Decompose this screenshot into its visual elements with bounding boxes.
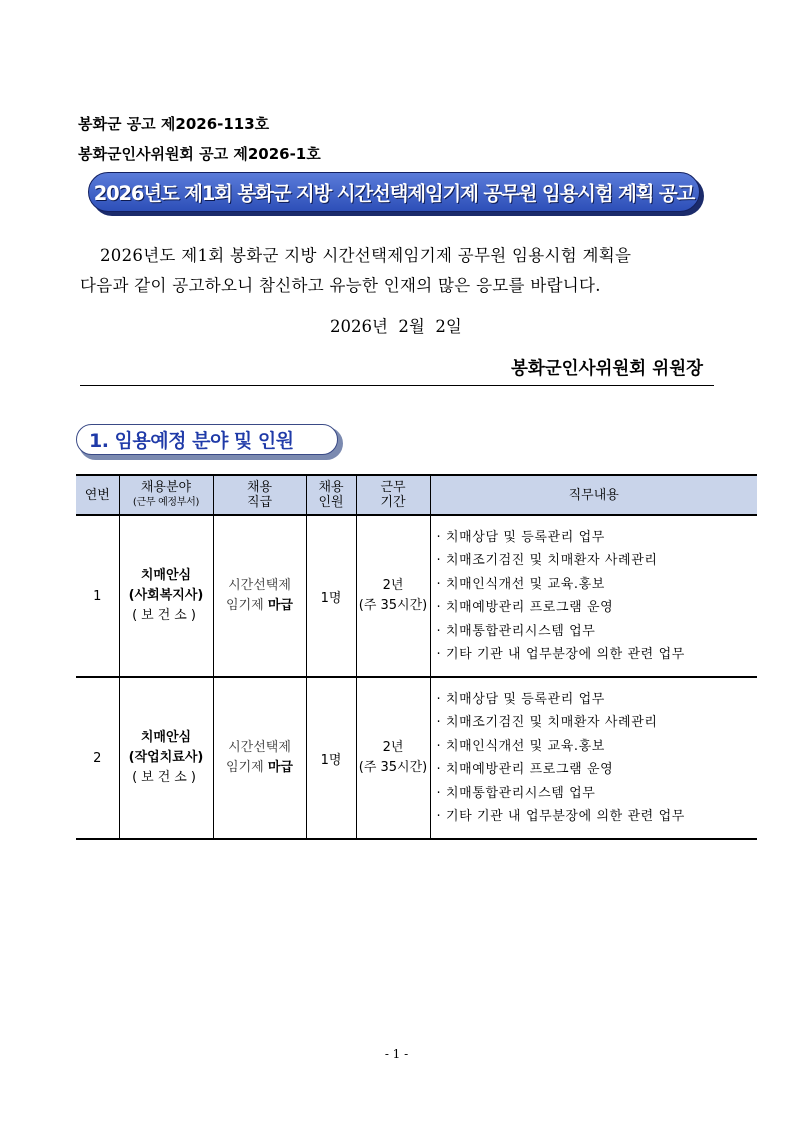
duty-item: · 치매인식개선 및 교육.홍보 [436,738,605,754]
field-name: 치매안심 [140,568,192,583]
table-header-row [76,475,757,515]
period-hours: (주 35시간) [358,598,428,613]
row-duties [430,515,757,677]
page-number: - 1 - [384,1047,409,1061]
recruitment-table [76,474,757,840]
row-grade [213,515,306,677]
row-count: 1명 [306,677,356,839]
field-dept: (보건소) [132,770,200,785]
row-period [356,515,430,677]
row-field [119,515,213,677]
header-period-1: 근무 [380,480,406,495]
header-grade-2: 직급 [246,495,273,510]
signer: 봉화군인사위원회 위원장 [510,359,703,379]
row-no: 1 [76,515,119,677]
grade-type: 시간선택제 [228,740,291,755]
row-duties [430,677,757,839]
publication-date: 2026년 2월 2일 [330,317,462,336]
header-duties: 직무내용 [430,475,757,515]
grade-term: 임기제 [226,598,264,613]
header-field [119,475,213,515]
header-period-2: 기간 [380,495,406,510]
intro-line-1: 2026년도 제1회 봉화군 지방 시간선택제임기제 공무원 임용시험 계획을 [100,246,632,265]
header-count-1: 채용 [318,480,344,495]
grade-term: 임기제 [226,760,264,775]
duty-item: · 치매조기검진 및 치매환자 사례관리 [436,553,658,568]
committee-notice-number: 봉화군인사위원회 공고 제2026-1호 [78,145,321,163]
row-period [356,677,430,839]
title-banner [88,172,702,216]
period-length: 2년 [382,740,404,755]
row-grade [213,677,306,839]
grade-level: 마급 [267,760,293,775]
header-grade [213,475,306,515]
duty-item: · 기타 기관 내 업무분장에 의한 관련 업무 [436,647,685,662]
duty-item: · 치매예방관리 프로그램 운영 [436,600,614,615]
duty-item: · 치매인식개선 및 교육.홍보 [436,576,605,592]
duty-item: · 치매상담 및 등록관리 업무 [436,529,605,545]
field-role: (사회복지사) [128,588,204,603]
header-field-sub: (근무 예정부서) [132,497,200,508]
table-row [76,515,757,677]
field-name: 치매안심 [140,730,192,745]
table-row [76,677,757,839]
duty-item: · 기타 기관 내 업무분장에 의한 관련 업무 [436,809,685,824]
header-period [356,475,430,515]
duty-item: · 치매통합관리시스템 업무 [436,785,596,801]
header-no: 연번 [76,475,119,515]
period-length: 2년 [382,578,404,593]
header-grade-1: 채용 [246,480,273,495]
grade-level: 마급 [267,598,293,613]
field-role: (작업치료사) [128,750,204,765]
period-hours: (주 35시간) [358,760,428,775]
duty-item: · 치매상담 및 등록관리 업무 [436,691,605,707]
duty-item: · 치매예방관리 프로그램 운영 [436,762,614,777]
header-count [306,475,356,515]
section-title: 1. 임용예정 분야 및 인원 [89,430,294,452]
row-no: 2 [76,677,119,839]
page-title: 2026년도 제1회 봉화군 지방 시간선택제임기제 공무원 임용시험 계획 공고 [93,182,695,205]
notice-number: 봉화군 공고 제2026-113호 [78,115,270,133]
grade-type: 시간선택제 [228,578,291,593]
header-count-2: 인원 [318,495,344,510]
intro-line-2: 다음과 같이 공고하오니 참신하고 유능한 인재의 많은 응모를 바랍니다. [80,276,601,295]
duty-item: · 치매통합관리시스템 업무 [436,623,596,639]
duty-item: · 치매조기검진 및 치매환자 사례관리 [436,715,658,730]
divider [80,385,714,386]
section-heading [76,424,344,460]
field-dept: (보건소) [132,608,200,623]
row-count: 1명 [306,515,356,677]
row-field [119,677,213,839]
header-field-label: 채용분야 [140,480,192,495]
